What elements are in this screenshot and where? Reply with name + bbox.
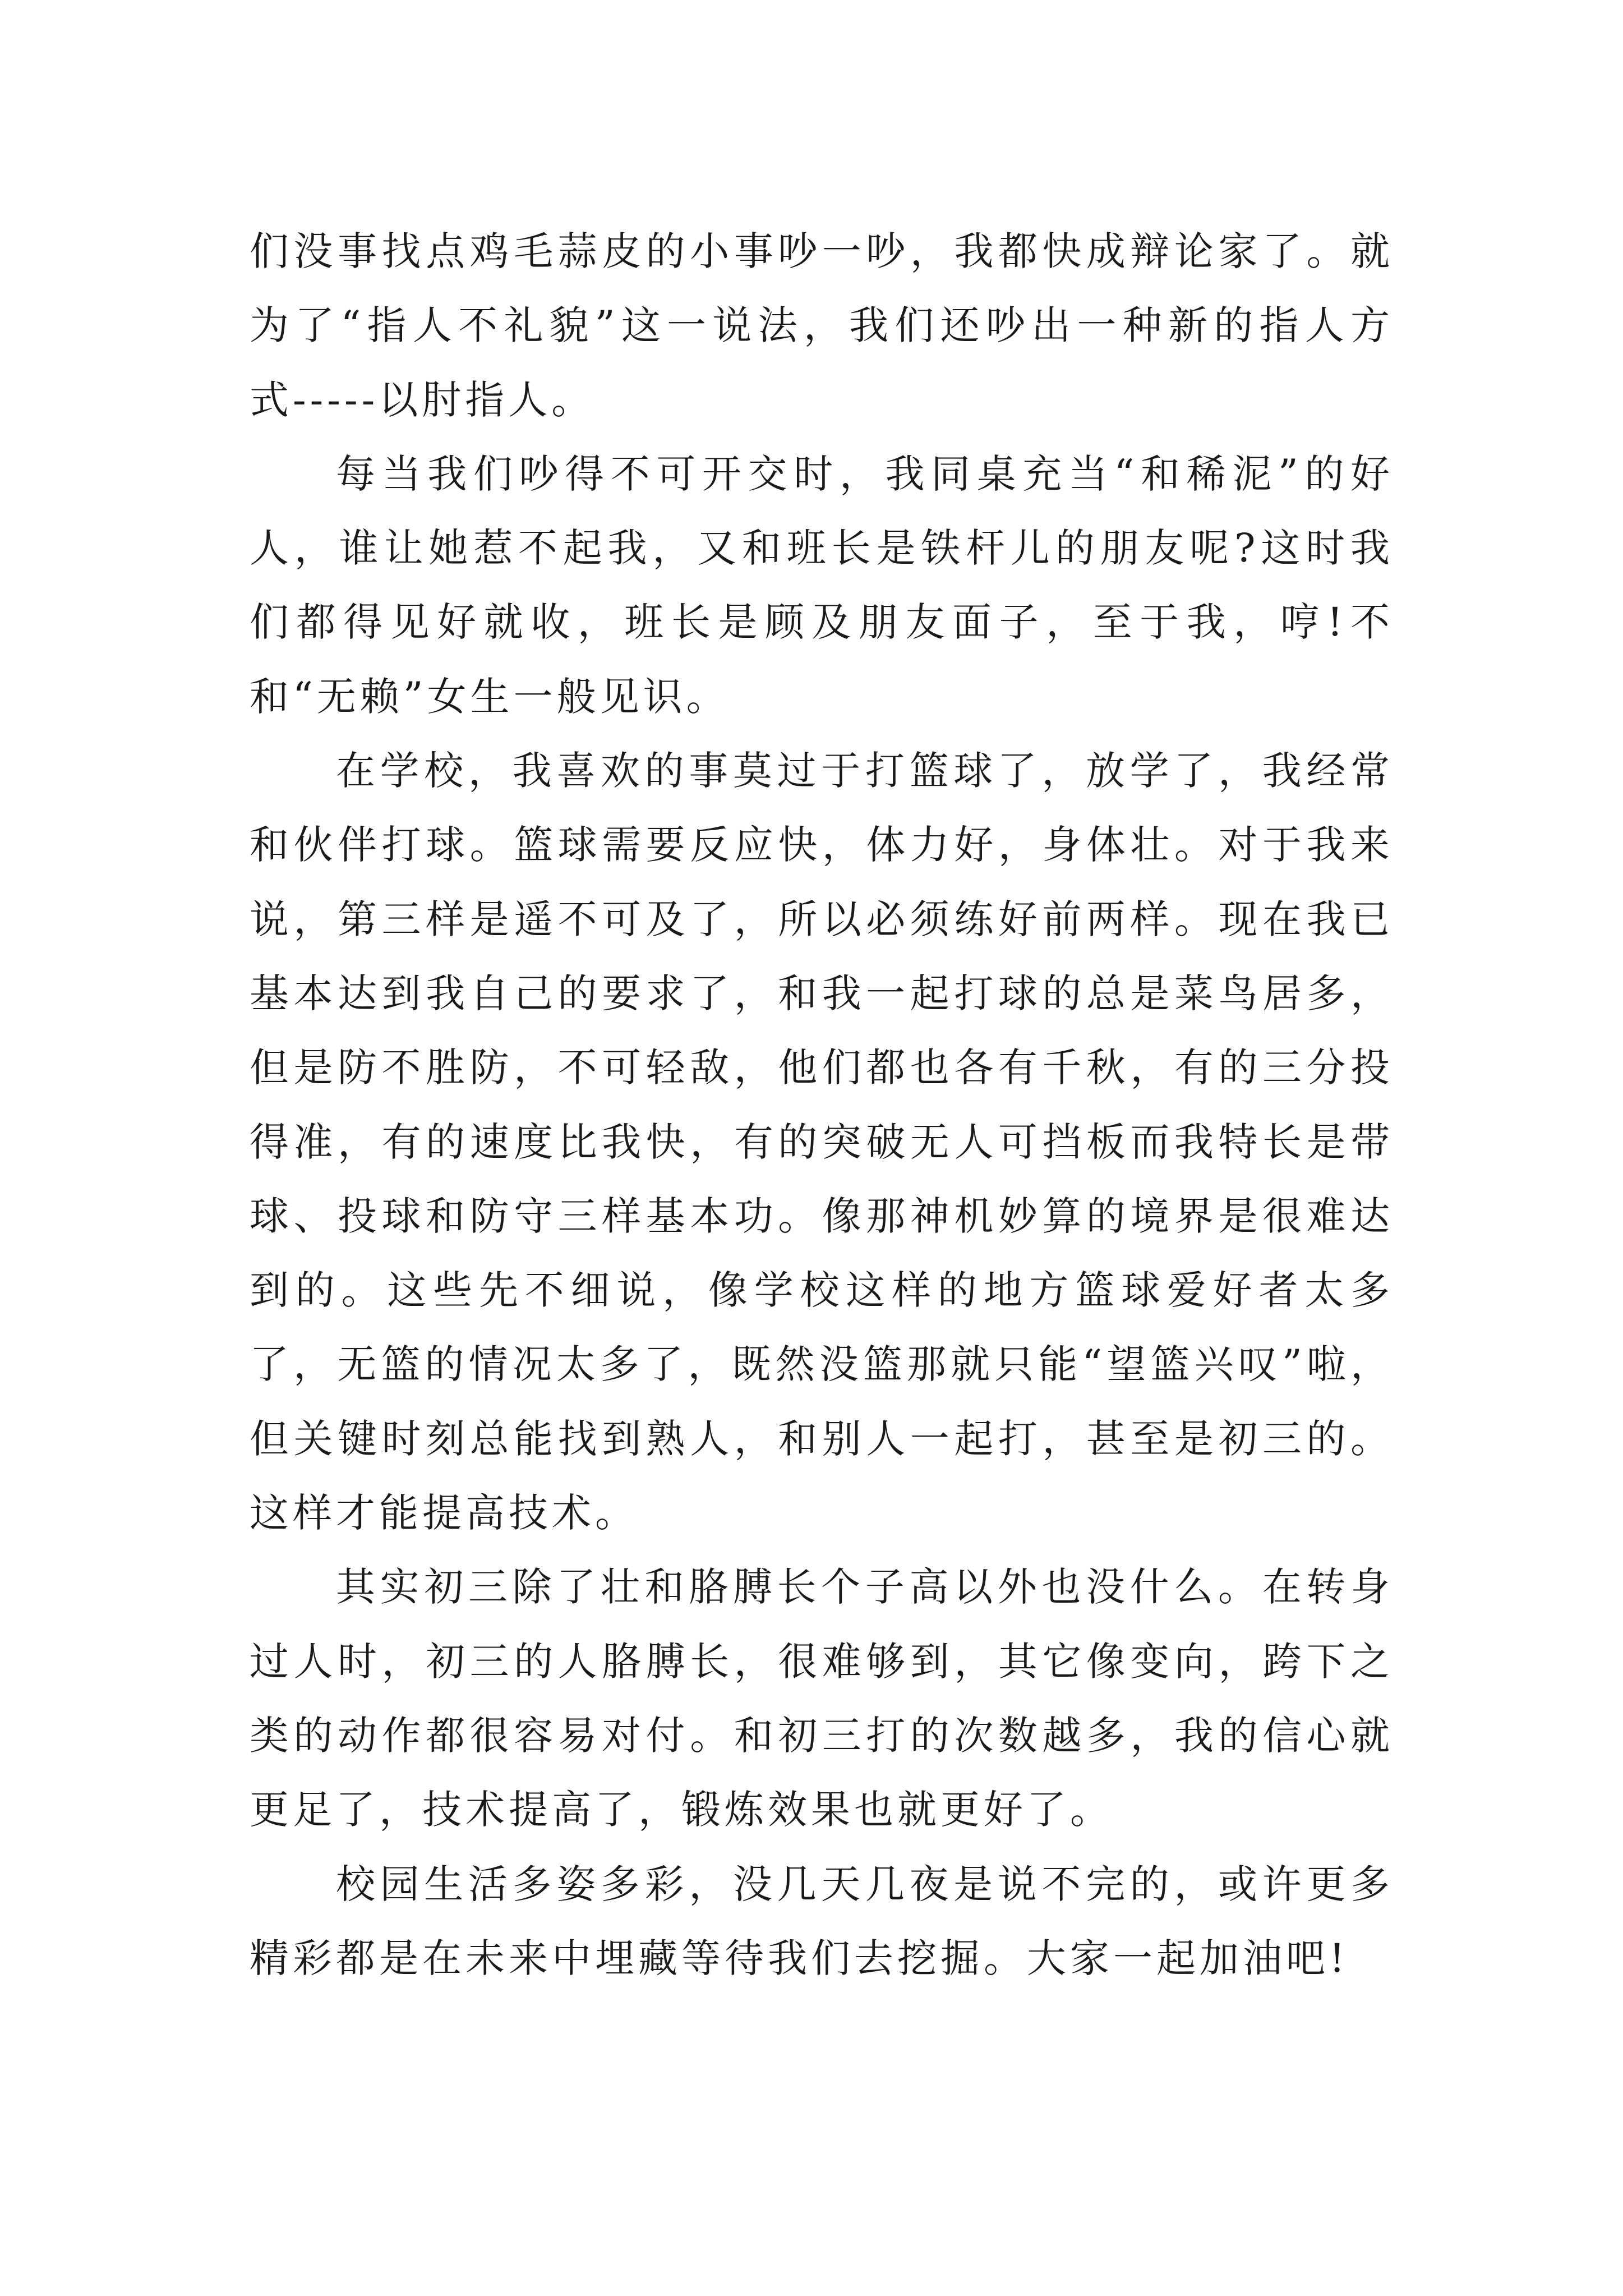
paragraph: 校园生活多姿多彩，没几天几夜是说不完的，或许更多精彩都是在未来中埋藏等待我们去挖掘。大家一起加油吧! [250, 1861, 1394, 1981]
paragraph: 其实初三除了壮和胳膊长个子高以外也没什么。在转身过人时，初三的人胳膊长，很难够到，其它像变向，跨下之类的动作都很容易对付。和初三打的次数越多，我的信心就更足了，技术提高了，锻炼效果也就更好了。 [250, 1564, 1394, 1833]
paragraph: 每当我们吵得不可开交时，我同桌充当“和稀泥”的好人，谁让她惹不起我，又和班长是铁杆儿的朋友呢?这时我们都得见好就收，班长是顾及朋友面子，至于我，哼!不和“无赖”女生一般见识。 [250, 450, 1394, 720]
paragraph-continued: 们没事找点鸡毛蒜皮的小事吵一吵，我都快成辩论家了。就为了“指人不礼貌”这一说法，我们还吵出一种新的指人方式-----以肘指人。 [250, 228, 1394, 423]
document-body [250, 214, 1394, 1995]
paragraph: 在学校，我喜欢的事莫过于打篮球了，放学了，我经常和伙伴打球。篮球需要反应快，体力好，身体壮。对于我来说，第三样是遥不可及了，所以必须练好前两样。现在我已基本达到我自己的要求了，和我一起打球的总是菜鸟居多，但是防不胜防，不可轻敌，他们都也各有千秋，有的三分投得准，有的速度比我快，有的突破无人可挡板而我特长是带球、投球和防守三样基本功。像那神机妙算的境界是很难达到的。这些先不细说，像学校这样的地方篮球爱好者太多了，无篮的情况太多了，既然没篮那就只能“望篮兴叹”啦，但关键时刻总能找到熟人，和别人一起打，甚至是初三的。这样才能提高技术。 [250, 748, 1394, 1536]
